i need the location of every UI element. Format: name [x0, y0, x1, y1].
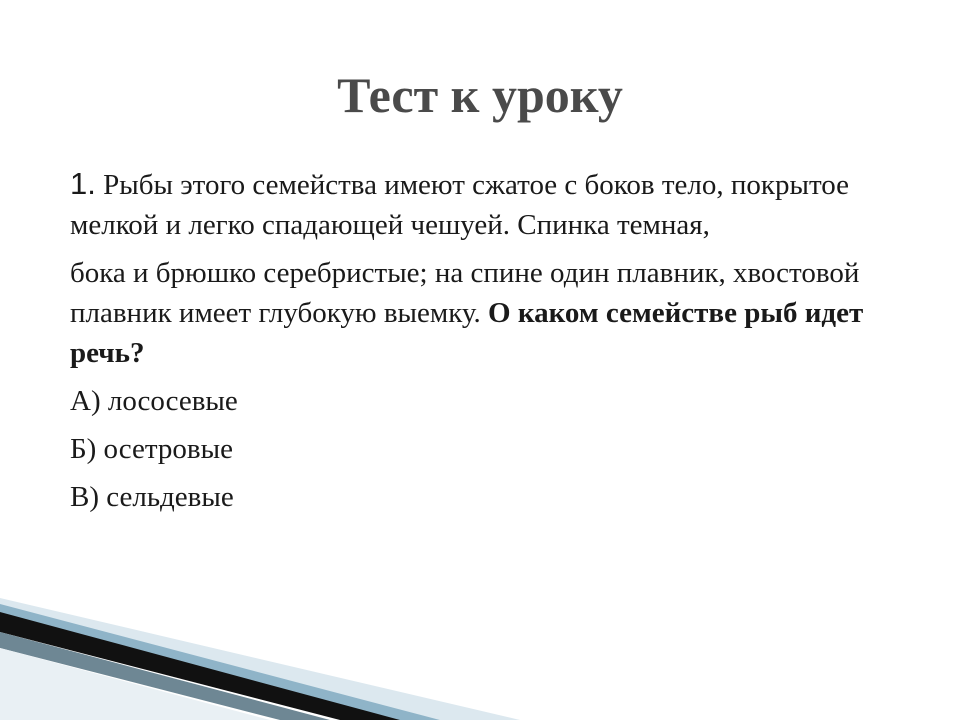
slide-title: Тест к уроку	[337, 67, 623, 123]
answer-option-a: А) лососевые	[70, 385, 238, 417]
question-bold: О каком семействе рыб идет речь?	[70, 297, 864, 369]
answer-option-c: В) сельдевые	[70, 481, 234, 513]
answer-option-b: Б) осетровые	[70, 433, 233, 465]
question-text-part2: бока и брюшко серебристые; на спине один плавник, хвостовой плавник имеет глубокую выемку.	[70, 257, 860, 329]
question-number: 1.	[70, 166, 96, 201]
question-text-part1: Рыбы этого семейства имеют сжатое с боков тело, покрытое мелкой и легко спадающей чешуей. Спинка темная,	[70, 169, 849, 241]
